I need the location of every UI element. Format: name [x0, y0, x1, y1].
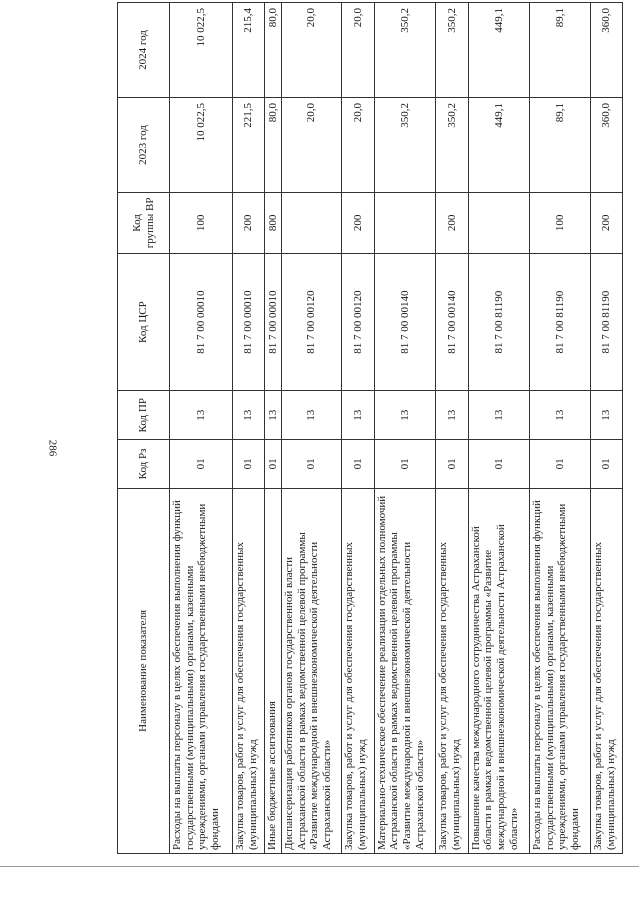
cell-vr: 200 — [342, 192, 375, 253]
cell-vr: 200 — [591, 192, 623, 253]
cell-csr: 81 7 00 81190 — [468, 253, 529, 391]
cell-vr: 100 — [530, 192, 591, 253]
header-csr: Код ЦСР — [118, 253, 170, 391]
cell-csr: 81 7 00 00010 — [170, 253, 233, 391]
cell-2024: 89,1 — [530, 3, 591, 98]
budget-table — [117, 2, 623, 854]
header-rz: Код Рз — [118, 440, 170, 489]
cell-pr: 13 — [591, 391, 623, 440]
cell-2023: 350,2 — [436, 98, 469, 193]
cell-rz: 01 — [468, 440, 529, 489]
table-row — [281, 3, 341, 854]
cell-2023: 221,5 — [233, 98, 265, 193]
cell-2024: 350,2 — [374, 3, 435, 98]
cell-csr: 81 7 00 00140 — [374, 253, 435, 391]
header-2024: 2024 год — [118, 3, 170, 98]
cell-vr — [468, 192, 529, 253]
cell-pr: 13 — [342, 391, 375, 440]
cell-name: Закупка товаров, работ и услуг для обеспечения государственных (муниципальных) нужд — [436, 488, 469, 853]
cell-csr: 81 7 00 00120 — [281, 253, 341, 391]
cell-csr: 81 7 00 00140 — [436, 253, 469, 391]
table-row — [436, 3, 469, 854]
table-row — [530, 3, 591, 854]
header-vr: Код группы ВР — [118, 192, 170, 253]
table-header-row — [118, 3, 170, 854]
header-pr: Код ПР — [118, 391, 170, 440]
cell-2024: 10 022,5 — [170, 3, 233, 98]
table-row — [374, 3, 435, 854]
cell-2023: 449,1 — [468, 98, 529, 193]
cell-2024: 20,0 — [342, 3, 375, 98]
cell-2023: 350,2 — [374, 98, 435, 193]
table-row — [591, 3, 623, 854]
cell-vr: 100 — [170, 192, 233, 253]
cell-vr: 200 — [436, 192, 469, 253]
table-row — [468, 3, 529, 854]
cell-name: Повышение качества международного сотрудничества Астраханской области в рамках ведомственной целевой программы «Развитие международной и внешнеэкономической деятельности Астраханской области» — [468, 488, 529, 853]
cell-pr: 13 — [233, 391, 265, 440]
header-name: Наименование показателя — [118, 488, 170, 853]
cell-2023: 360,0 — [591, 98, 623, 193]
cell-pr: 13 — [170, 391, 233, 440]
page-bottom-rule — [0, 866, 639, 867]
table-row — [342, 3, 375, 854]
cell-2023: 20,0 — [281, 98, 341, 193]
cell-rz: 01 — [436, 440, 469, 489]
cell-2024: 80,0 — [265, 3, 282, 98]
cell-pr: 13 — [281, 391, 341, 440]
cell-pr: 13 — [436, 391, 469, 440]
cell-name: Расходы на выплаты персоналу в целях обеспечения выполнения функций государственными (муниципальными) органами, казенными учреждениями, органами управления государственными внебюджетными фондами — [170, 488, 233, 853]
cell-pr: 13 — [468, 391, 529, 440]
rotated-table-frame — [117, 2, 623, 854]
header-2023: 2023 год — [118, 98, 170, 193]
cell-csr: 81 7 00 81190 — [530, 253, 591, 391]
cell-rz: 01 — [530, 440, 591, 489]
cell-csr: 81 7 00 00120 — [342, 253, 375, 391]
cell-vr: 200 — [233, 192, 265, 253]
page-number: 286 — [46, 439, 59, 457]
cell-2023: 80,0 — [265, 98, 282, 193]
cell-name: Диспансеризация работников органов государственной власти Астраханской области в рамках ведомственной целевой программы «Развитие международной и внешнеэкономической деятельности Астраханской области» — [281, 488, 341, 853]
cell-rz: 01 — [265, 440, 282, 489]
cell-vr — [374, 192, 435, 253]
cell-name: Расходы на выплаты персоналу в целях обеспечения выполнения функций государственными (муниципальными) органами, казенными учреждениями, органами управления государственными внебюджетными фондами — [530, 488, 591, 853]
cell-name: Закупка товаров, работ и услуг для обеспечения государственных (муниципальных) нужд — [591, 488, 623, 853]
cell-pr: 13 — [265, 391, 282, 440]
cell-csr: 81 7 00 00010 — [233, 253, 265, 391]
cell-rz: 01 — [342, 440, 375, 489]
cell-2024: 449,1 — [468, 3, 529, 98]
cell-pr: 13 — [530, 391, 591, 440]
cell-vr — [281, 192, 341, 253]
cell-rz: 01 — [170, 440, 233, 489]
cell-pr: 13 — [374, 391, 435, 440]
cell-name: Закупка товаров, работ и услуг для обеспечения государственных (муниципальных) нужд — [342, 488, 375, 853]
cell-2023: 20,0 — [342, 98, 375, 193]
cell-rz: 01 — [281, 440, 341, 489]
cell-rz: 01 — [591, 440, 623, 489]
cell-2024: 20,0 — [281, 3, 341, 98]
cell-2023: 10 022,5 — [170, 98, 233, 193]
cell-name: Иные бюджетные ассигнования — [265, 488, 282, 853]
cell-2024: 350,2 — [436, 3, 469, 98]
cell-rz: 01 — [374, 440, 435, 489]
cell-2024: 360,0 — [591, 3, 623, 98]
cell-2024: 215,4 — [233, 3, 265, 98]
cell-rz: 01 — [233, 440, 265, 489]
cell-name: Материально-техническое обеспечение реализации отдельных полномочий Астраханской области в рамках ведомственной целевой программы «Развитие международной и внешнеэкономической деятельности Астраханской области» — [374, 488, 435, 853]
table-row — [170, 3, 233, 854]
cell-csr: 81 7 00 81190 — [591, 253, 623, 391]
table-row — [265, 3, 282, 854]
cell-csr: 81 7 00 00010 — [265, 253, 282, 391]
cell-name: Закупка товаров, работ и услуг для обеспечения государственных (муниципальных) нужд — [233, 488, 265, 853]
cell-2023: 89,1 — [530, 98, 591, 193]
table-row — [233, 3, 265, 854]
cell-vr: 800 — [265, 192, 282, 253]
